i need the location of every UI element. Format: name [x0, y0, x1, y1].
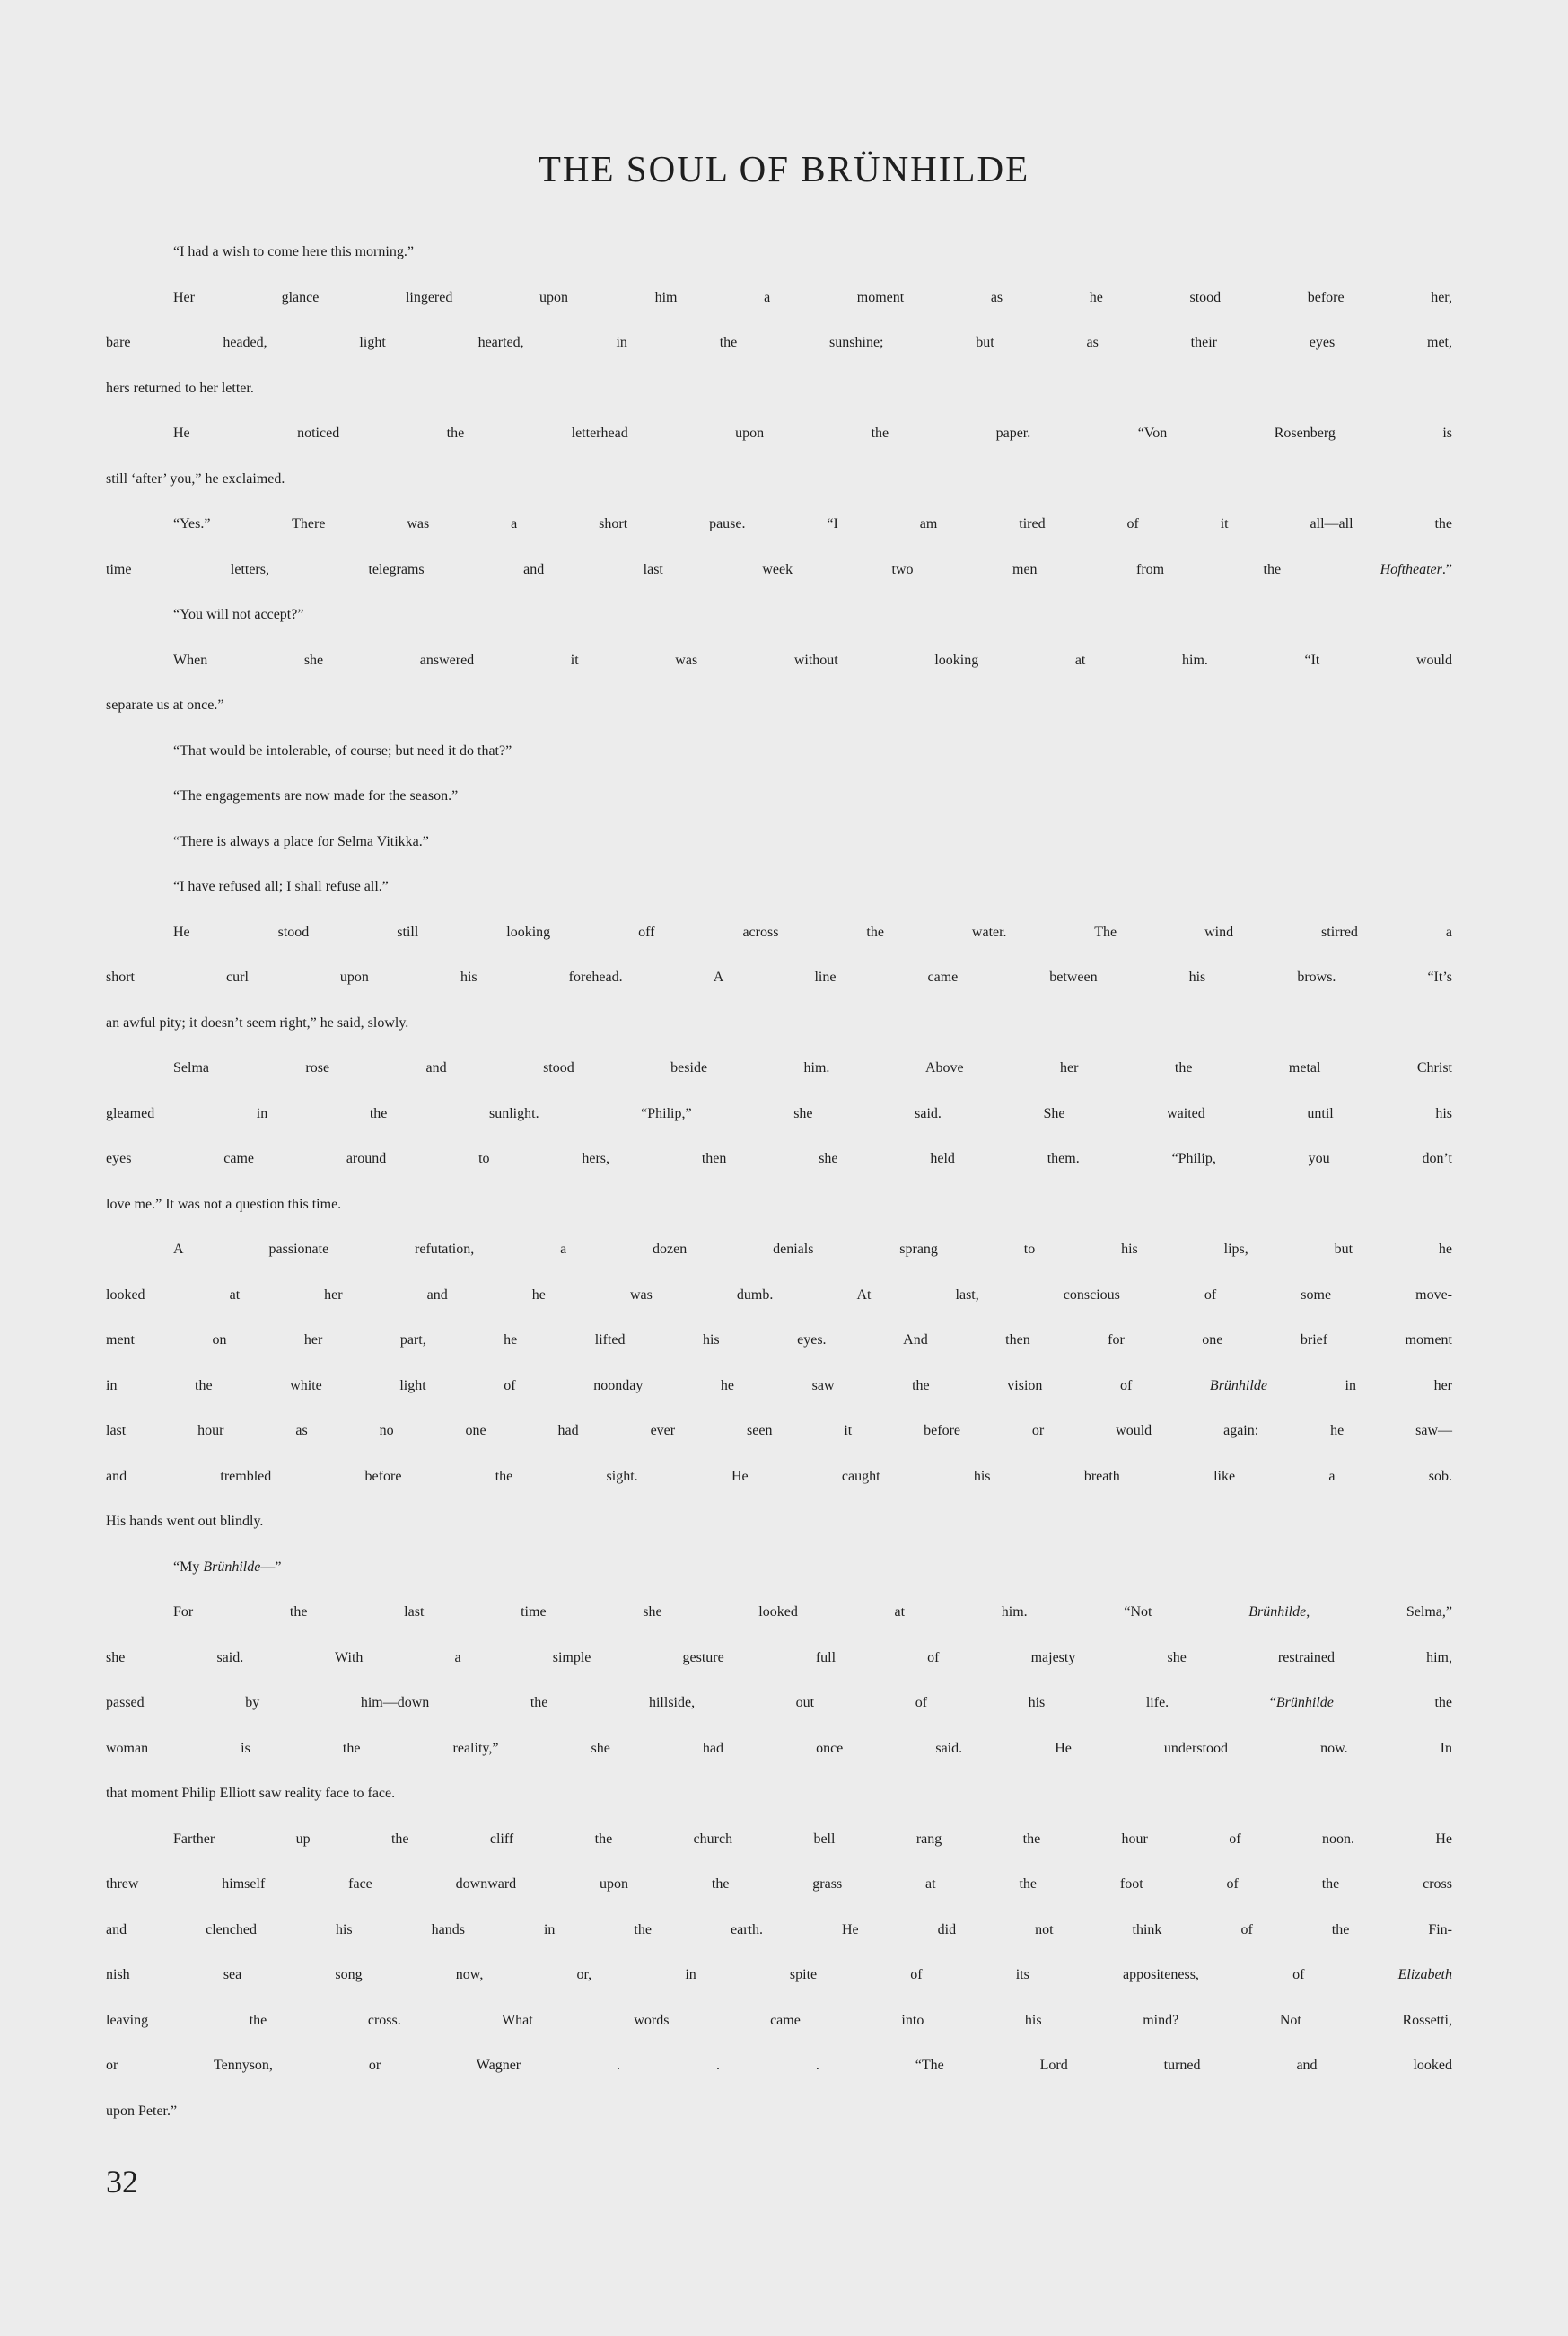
text-line — [106, 562, 1452, 608]
text-line: and trembled before the sight. He caught his breath like a sob. — [106, 1468, 1452, 1484]
text-run: nish sea song now, or, in spite of its appositeness, of — [106, 1967, 1398, 1982]
text-line: “The engagements are now made for the season.” — [173, 788, 459, 804]
text-line — [106, 1378, 1452, 1424]
text-line: “You will not accept?” — [173, 607, 304, 622]
text-line: love me.” It was not a question this time. — [106, 1196, 342, 1212]
text-line: or Tennyson, or Wagner . . . “The Lord turned and looked — [106, 2058, 1452, 2073]
text-line: His hands went out blindly. — [106, 1514, 264, 1529]
text-run: in her — [1266, 1377, 1453, 1393]
italic-text: Brünhilde — [203, 1559, 261, 1575]
text-line: and clenched his hands in the earth. He did not think of the Fin- — [106, 1921, 1452, 1937]
text-line: she said. With a simple gesture full of majesty she restrained him, — [106, 1649, 1452, 1665]
text-run: For the last time she looked at him. “Not — [173, 1604, 1249, 1620]
text-line: “Yes.” There was a short pause. “I am tired of it all—all the — [173, 516, 1452, 531]
text-run: “My — [173, 1559, 204, 1575]
text-line: threw himself face downward upon the grass at the foot of the cross — [106, 1876, 1452, 1892]
text-line: “There is always a place for Selma Vitikka.” — [173, 833, 429, 849]
text-line — [106, 1967, 1452, 2013]
text-run: —” — [260, 1559, 282, 1575]
text-line: When she answered it was without looking at him. “It would — [173, 652, 1452, 668]
text-line — [106, 1604, 1452, 1650]
text-line: hers returned to her letter. — [106, 380, 254, 396]
text-line: “I had a wish to come here this morning.” — [173, 244, 414, 259]
italic-text: Brünhilde — [1209, 1377, 1267, 1393]
body-text — [106, 244, 1452, 2148]
italic-text: Brünhilde — [1275, 1695, 1334, 1710]
text-line: an awful pity; it doesn’t seem right,” he said, slowly. — [106, 1014, 409, 1031]
text-line: Farther up the cliff the church bell rang the hour of noon. He — [173, 1831, 1452, 1847]
text-line: “That would be intolerable, of course; but need it do that?” — [173, 742, 512, 759]
italic-text: Brünhilde — [1248, 1604, 1307, 1620]
text-line — [106, 1559, 1452, 1605]
text-run: the — [1333, 1695, 1453, 1710]
text-line: Her glance lingered upon him a moment as he stood before her, — [173, 289, 1452, 305]
text-run: time letters, telegrams and last week two men from the — [106, 561, 1380, 577]
text-line: ment on her part, he lifted his eyes. And then for one brief moment — [106, 1332, 1452, 1348]
text-line: short curl upon his forehead. A line came between his brows. “It’s — [106, 970, 1452, 985]
text-line: bare headed, light hearted, in the sunshine; but as their eyes met, — [106, 335, 1452, 350]
page-number: 32 — [106, 2164, 138, 2200]
text-line: Selma rose and stood beside him. Above her the metal Christ — [173, 1060, 1452, 1076]
running-head: THE SOUL OF BRÜNHILDE — [538, 148, 1030, 189]
text-line: He noticed the letterhead upon the paper. “Von Rosenberg is — [173, 426, 1452, 441]
text-run: , Selma,” — [1306, 1604, 1453, 1620]
text-line: still ‘after’ you,” he exclaimed. — [106, 470, 285, 487]
text-line: He stood still looking off across the water. The wind stirred a — [173, 924, 1452, 940]
text-line: last hour as no one had ever seen it before or would again: he saw— — [106, 1423, 1452, 1438]
text-line: A passionate refutation, a dozen denials sprang to his lips, but he — [173, 1242, 1452, 1257]
text-line: separate us at once.” — [106, 698, 224, 713]
text-run: passed by him—down the hillside, out of his life. “ — [106, 1695, 1276, 1710]
text-line: upon Peter.” — [106, 2103, 178, 2119]
text-line — [106, 1695, 1452, 1741]
text-line: leaving the cross. What words came into his mind? Not Rossetti, — [106, 2012, 1452, 2028]
text-line: woman is the reality,” she had once said. He understood now. In — [106, 1740, 1452, 1756]
text-run: in the white light of noonday he saw the vision of — [106, 1377, 1210, 1393]
text-line: “I have refused all; I shall refuse all.” — [173, 879, 389, 894]
text-run: .” — [1441, 561, 1452, 577]
text-line: eyes came around to hers, then she held them. “Philip, you don’t — [106, 1151, 1452, 1166]
text-line: that moment Philip Elliott saw reality face to face. — [106, 1786, 396, 1801]
italic-text: Hoftheater — [1380, 561, 1442, 577]
text-line: looked at her and he was dumb. At last, conscious of some move- — [106, 1287, 1452, 1303]
italic-text: Elizabeth — [1397, 1967, 1452, 1982]
text-line: gleamed in the sunlight. “Philip,” she said. She waited until his — [106, 1105, 1452, 1121]
